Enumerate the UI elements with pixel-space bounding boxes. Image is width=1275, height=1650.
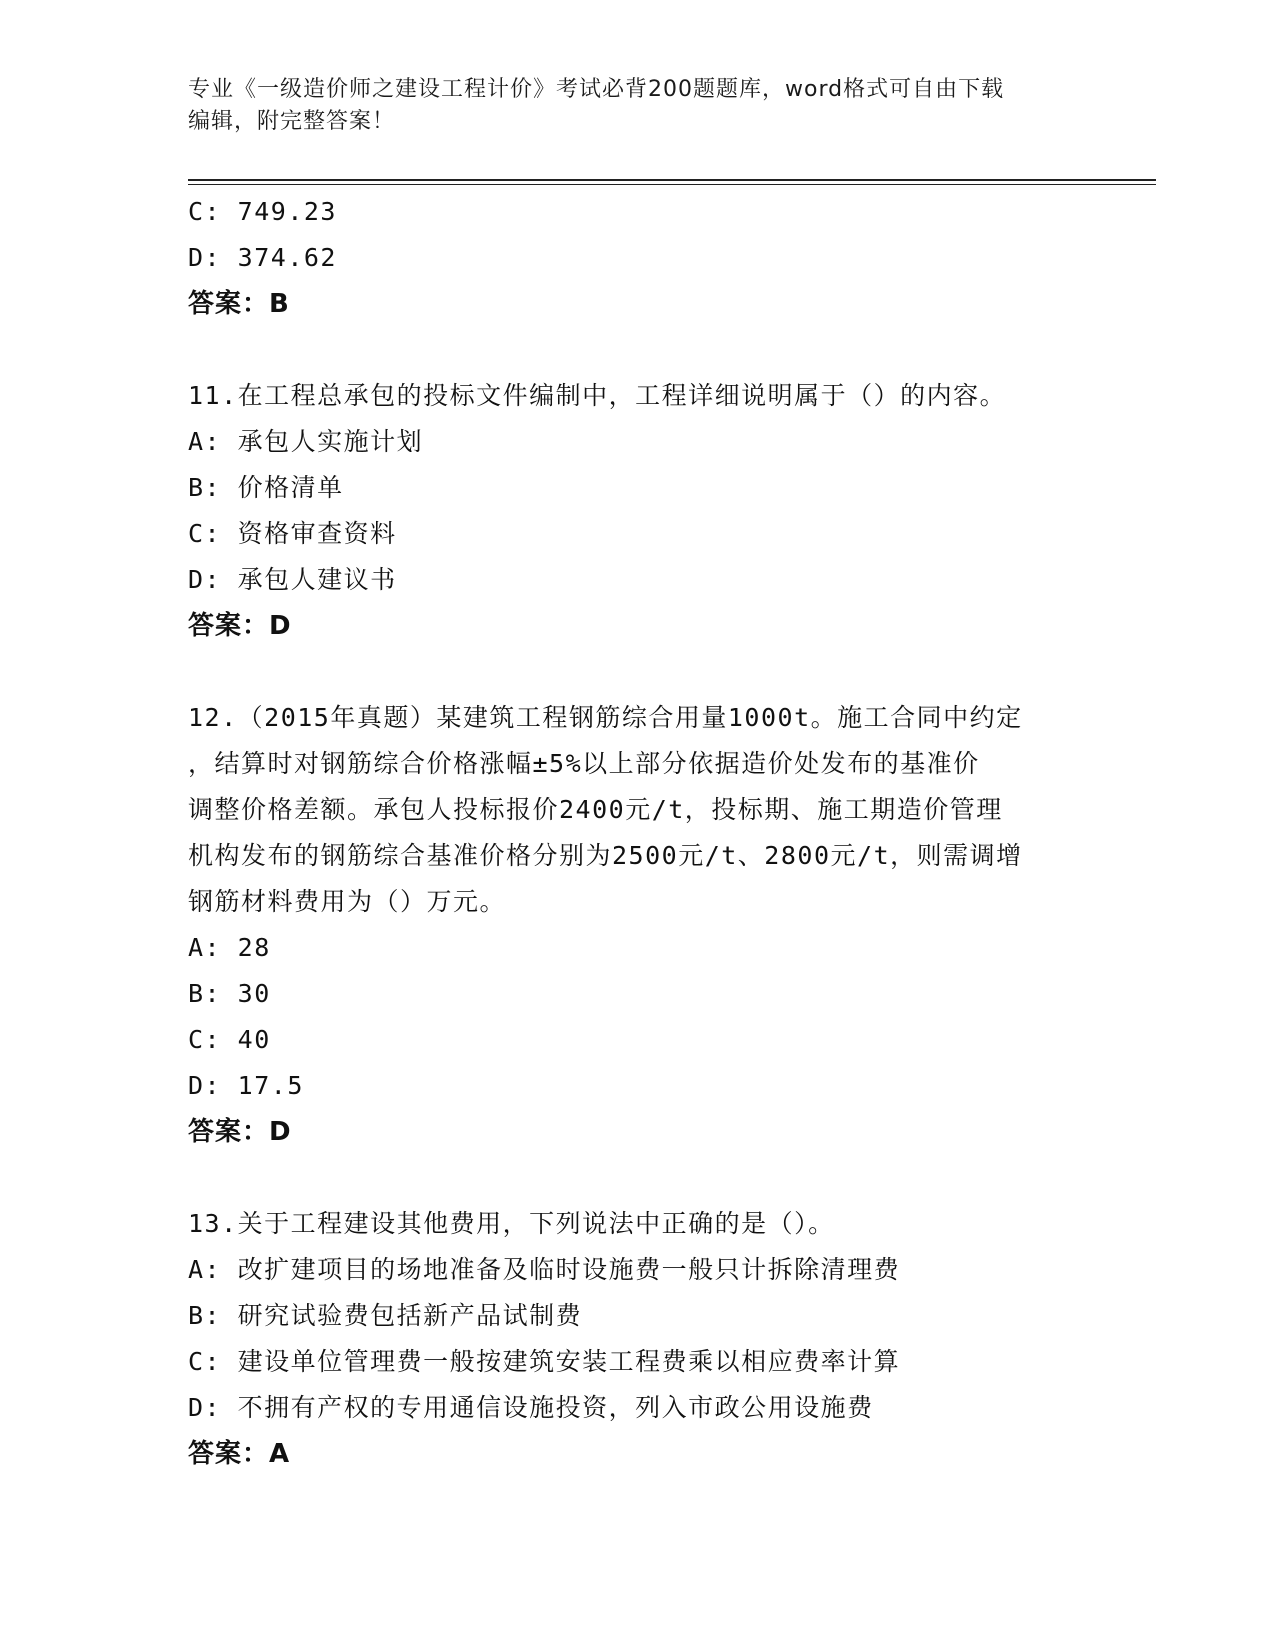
option-text: 374.62	[237, 243, 337, 272]
option-text: 40	[237, 1025, 271, 1054]
option-c	[188, 511, 1088, 557]
question-block-prev	[188, 189, 1088, 327]
option-label: C:	[188, 197, 222, 226]
option-a	[188, 1247, 1088, 1293]
answer-line: 答案：D	[188, 611, 292, 641]
option-text: 30	[237, 979, 271, 1008]
option-text: 建设单位管理费一般按建筑安装工程费乘以相应费率计算	[237, 1347, 901, 1376]
option-text: 改扩建项目的场地准备及临时设施费一般只计拆除清理费	[237, 1255, 901, 1284]
question-text-line: 12.（2015年真题）某建筑工程钢筋综合用量1000t。施工合同中约定	[188, 703, 1023, 732]
option-d	[188, 235, 1088, 281]
option-label: A:	[188, 427, 222, 456]
option-label: D:	[188, 565, 222, 594]
question-list	[188, 189, 1088, 1477]
option-text: 价格清单	[237, 473, 344, 502]
question-text-line: 机构发布的钢筋综合基准价格分别为2500元/t、2800元/t，则需调增	[188, 841, 1023, 870]
option-c	[188, 189, 1088, 235]
option-label: A:	[188, 1255, 222, 1284]
document-header	[188, 74, 1068, 138]
question-block-13	[188, 1201, 1088, 1477]
spacer	[188, 649, 1088, 695]
question-text: 11.在工程总承包的投标文件编制中，工程详细说明属于（）的内容。	[188, 381, 1007, 410]
option-c	[188, 1339, 1088, 1385]
answer-line: 答案：A	[188, 1439, 291, 1469]
option-label: A:	[188, 933, 222, 962]
question-block-11	[188, 373, 1088, 649]
option-text: 17.5	[237, 1071, 304, 1100]
option-label: C:	[188, 1025, 222, 1054]
header-rule-top	[188, 179, 1156, 181]
answer-line: 答案：B	[188, 289, 290, 319]
option-label: B:	[188, 473, 222, 502]
option-text: 承包人建议书	[237, 565, 397, 594]
option-label: B:	[188, 1301, 222, 1330]
option-label: C:	[188, 519, 222, 548]
option-text: 不拥有产权的专用通信设施投资，列入市政公用设施费	[237, 1393, 874, 1422]
option-b	[188, 971, 1088, 1017]
option-label: D:	[188, 243, 222, 272]
option-a	[188, 925, 1088, 971]
option-text: 资格审查资料	[237, 519, 397, 548]
option-text: 研究试验费包括新产品试制费	[237, 1301, 583, 1330]
question-text: 13.关于工程建设其他费用，下列说法中正确的是（）。	[188, 1209, 835, 1238]
question-text-line: ，结算时对钢筋综合价格涨幅±5%以上部分依据造价处发布的基准价	[188, 749, 980, 778]
option-d	[188, 557, 1088, 603]
question-text-line: 钢筋材料费用为（）万元。	[188, 887, 507, 916]
header-line-2: 编辑，附完整答案！	[188, 109, 396, 134]
option-text: 749.23	[237, 197, 337, 226]
option-label: B:	[188, 979, 222, 1008]
option-label: C:	[188, 1347, 222, 1376]
option-text: 承包人实施计划	[237, 427, 424, 456]
header-rule-bottom	[188, 184, 1156, 185]
option-label: D:	[188, 1393, 222, 1422]
spacer	[188, 327, 1088, 373]
question-block-12	[188, 695, 1088, 1155]
answer-line: 答案：D	[188, 1117, 292, 1147]
spacer	[188, 1155, 1088, 1201]
option-b	[188, 465, 1088, 511]
option-text: 28	[237, 933, 271, 962]
header-line-1: 专业《一级造价师之建设工程计价》考试必背200题题库，word格式可自由下载	[188, 77, 1005, 102]
option-b	[188, 1293, 1088, 1339]
option-d	[188, 1385, 1088, 1431]
option-d	[188, 1063, 1088, 1109]
option-c	[188, 1017, 1088, 1063]
option-label: D:	[188, 1071, 222, 1100]
option-a	[188, 419, 1088, 465]
question-text-line: 调整价格差额。承包人投标报价2400元/t，投标期、施工期造价管理	[188, 795, 1003, 824]
